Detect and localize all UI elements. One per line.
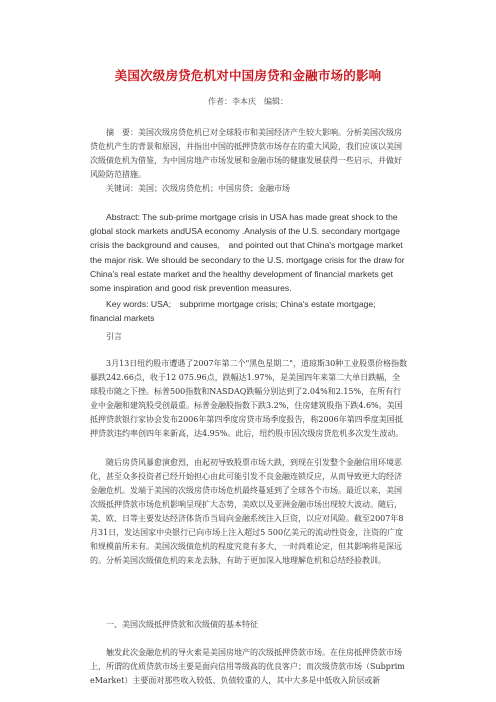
abstract-zh: 摘 要：美国次级房贷危机已对全球股市和美国经济产生较大影响。分析美国次级房贷危机产生的背景和原因，并指出中国的抵押贷款市场存在的重大风险，我们应该以美国次级债危机为借鉴，为中国房地产市场发展和金融市场的健康发展获得一些启示，并做好风险防范措施。 xyxy=(90,128,402,179)
author-line: 作者：李本庆 编辑： xyxy=(208,97,288,106)
intro-paragraph-1: 3月13日纽约股市遭遇了2007年第二个"黑色星期二"，道琼斯30种工业股票价格指数暴跌242.66点，收于12 075.96点，跌幅达1.97%，是美国四年来第二大单日跌幅，全球股市随之下挫。标普500指数和NASDAQ跌幅分别达到了2.04%和2.15%，在所有行业中金融和建筑股受创最重。标普金融股指数下跌3.2%，住房建筑股指下跌4.6%。美国抵押贷款银行家协会发布2006年第四季度房贷市场季度报告，称2006年第四季度美国抵押贷款违约率创四年来新高，达4.95%。此后，纽约股市因次级房贷危机多次发生波动。 xyxy=(90,359,408,438)
intro-heading: 引言 xyxy=(106,332,122,341)
keywords-en: Key words: USA; subprime mortgage crisis; China's estate mortgage; financial markets xyxy=(90,299,376,324)
abstract-en: Abstract: The sub-prime mortgage crisis in USA has made great shock to the global stock markets andUSA economy .Analysis of the U.S. secondary mortgage crisis the background and causes, and pointed out that China's mortgage market the major risk. We should be secondary to the U.S. mortgage crisis for the draw for China's real estate market and the healthy development of financial markets get some inspiration and good risk prevention measures. xyxy=(90,212,405,294)
section-1-paragraph: 触发此次金融危机的导火索是美国房地产的次级抵押贷款市场。在住房抵押贷款市场上，所谓的优质贷款市场主要是面向信用等级高的优良客户；而次级贷款市场（SubprimeMarket）主要面对那些收入较低、负债较重的人，其中大多是中低收入阶层或新 xyxy=(90,648,405,685)
keywords-zh: 关键词：美国；次级房贷危机；中国房贷；金融市场 xyxy=(106,184,290,193)
intro-paragraph-2: 随后房贷风暴愈演愈烈，由起初导致股票市场大跌，到现在引发整个金融信用环境恶化，甚至众多投资者已经开始担心由此可能引发不良金融连锁反应，从而导致更大的经济金融危机。发端于美国的次级房贷市场危机最终蔓延到了全球各个市场。最近以来，美国次级抵押贷款市场危机影响呈现扩大态势，美欧以及亚洲金融市场出现较大波动。随后，美、欧、日等主要发达经济体货币当局向金融系统注入巨资，以应对风险。截至2007年8月31日，发达国家中央银行已向市场上注入超过5 500亿美元的流动性资金，注资的广度和规模前所未有。美国次级债危机的程度究竟有多大，一时尚难论定，但其影响将是深远的。分析美国次级债危机的来龙去脉，有助于更加深入地理解危机和总结经验教训。 xyxy=(90,458,404,565)
article-title: 美国次级房贷危机对中国房贷和金融市场的影响 xyxy=(114,68,382,83)
section-1-heading: 一、美国次级抵押贷款和次级债的基本特征 xyxy=(106,620,258,629)
